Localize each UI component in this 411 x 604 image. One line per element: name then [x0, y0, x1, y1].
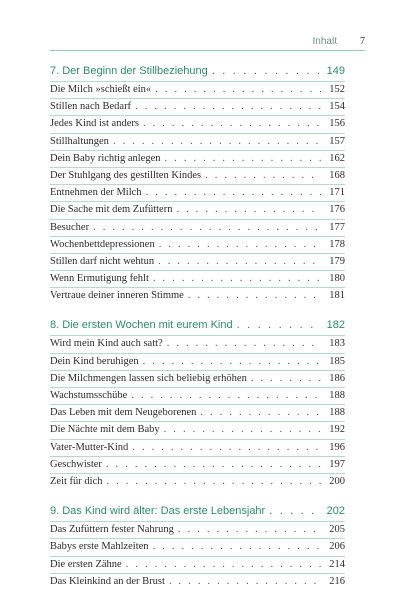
entry-title: Die ersten Zähne [50, 558, 122, 570]
entry-page-number: 177 [329, 221, 345, 233]
toc-entry[interactable] [50, 573, 345, 590]
toc-entry[interactable] [50, 150, 345, 167]
entry-page-number: 200 [329, 475, 345, 487]
entry-title: Besucher [50, 221, 90, 233]
chapter-page-number: 182 [326, 319, 345, 332]
entry-page-number: 185 [329, 355, 345, 367]
entry-page-number: 171 [329, 187, 345, 199]
entry-page-number: 205 [329, 524, 345, 536]
dot-leader [153, 271, 321, 286]
entry-title: Entnehmen der Milch [50, 187, 142, 199]
dot-leader [146, 185, 321, 200]
dot-leader [143, 354, 321, 369]
toc-entry[interactable] [50, 538, 345, 555]
toc-entry[interactable] [50, 98, 345, 115]
entry-page-number: 152 [329, 84, 345, 95]
toc-entry[interactable] [50, 439, 345, 456]
toc-entry[interactable] [50, 353, 345, 370]
dot-leader [106, 457, 321, 472]
toc-entry[interactable] [50, 521, 345, 538]
toc-entry[interactable] [50, 473, 345, 490]
entry-page-number: 188 [329, 407, 345, 419]
toc-entry[interactable] [50, 456, 345, 473]
header-title: Inhalt [312, 36, 337, 47]
toc-entry[interactable] [50, 167, 345, 184]
dot-leader [155, 82, 321, 97]
entry-title: Stillen darf nicht wehtun [50, 255, 155, 267]
toc-section [50, 318, 345, 490]
entry-page-number: 176 [329, 204, 345, 216]
dot-leader [205, 168, 321, 183]
toc-entry[interactable] [50, 421, 345, 438]
dot-leader [93, 220, 321, 235]
chapter-page-number: 149 [326, 65, 345, 77]
chapter-page-number: 202 [326, 505, 345, 518]
dot-leader [113, 134, 321, 149]
chapter-title: 9. Das Kind wird älter: Das erste Lebensjahr [50, 505, 266, 518]
dot-leader [159, 237, 321, 252]
entry-title: Dein Kind beruhigen [50, 355, 139, 367]
entry-title: Die Sache mit dem Zufüttern [50, 204, 173, 216]
entry-page-number: 181 [329, 290, 345, 302]
entry-title: Die Milch »schießt ein« [50, 84, 152, 95]
dot-leader [164, 422, 321, 437]
toc-entry[interactable] [50, 370, 345, 387]
entry-title: Vater-Mutter-Kind [50, 441, 129, 453]
dot-leader [169, 574, 321, 589]
dot-leader [251, 371, 321, 386]
entry-title: Die Milchmengen lassen sich beliebig erhöhen [50, 372, 247, 384]
entry-title: Zeit für dich [50, 475, 103, 487]
dot-leader [143, 116, 321, 131]
dot-leader [131, 388, 321, 403]
entry-title: Stillhaltungen [50, 135, 109, 147]
entry-title: Jedes Kind ist anders [50, 118, 139, 130]
dot-leader [153, 539, 321, 554]
dot-leader [178, 522, 321, 537]
dot-leader [176, 202, 321, 217]
toc-chapter-heading[interactable] [50, 504, 345, 521]
toc-entry[interactable] [50, 270, 345, 287]
entry-title: Das Zufüttern fester Nahrung [50, 524, 174, 536]
entry-page-number: 197 [329, 458, 345, 470]
entry-title: Stillen nach Bedarf [50, 101, 132, 113]
dot-leader [126, 557, 321, 572]
entry-title: Babys erste Mahlzeiten [50, 541, 149, 553]
toc-section [50, 64, 345, 304]
toc-entry[interactable] [50, 115, 345, 132]
toc-section [50, 504, 345, 590]
entry-title: Die Nächte mit dem Baby [50, 424, 160, 436]
toc-entry[interactable] [50, 387, 345, 404]
dot-leader [165, 151, 321, 166]
dot-leader [167, 336, 321, 351]
entry-page-number: 216 [329, 575, 345, 587]
entry-page-number: 192 [329, 424, 345, 436]
entry-title: Wird mein Kind auch satt? [50, 338, 163, 350]
dot-leader [269, 504, 321, 519]
dot-leader [188, 288, 321, 303]
entry-page-number: 178 [329, 238, 345, 250]
toc-entry[interactable] [50, 404, 345, 421]
entry-title: Wochenbettdepressionen [50, 238, 155, 250]
dot-leader [212, 64, 321, 79]
table-of-contents [50, 64, 345, 604]
toc-entry[interactable] [50, 556, 345, 573]
dot-leader [200, 405, 321, 420]
entry-page-number: 180 [329, 273, 345, 285]
toc-entry[interactable] [50, 236, 345, 253]
entry-page-number: 162 [329, 152, 345, 164]
entry-page-number: 179 [329, 255, 345, 267]
toc-entry[interactable] [50, 81, 345, 98]
toc-chapter-heading[interactable] [50, 318, 345, 335]
entry-title: Dein Baby richtig anlegen [50, 152, 161, 164]
chapter-title: 8. Die ersten Wochen mit eurem Kind [50, 319, 233, 332]
dot-leader [106, 474, 321, 489]
toc-chapter-heading[interactable] [50, 64, 345, 81]
dot-leader [158, 254, 321, 269]
entry-title: Das Kleinkind an der Brust [50, 575, 165, 587]
chapter-title: 7. Der Beginn der Stillbeziehung [50, 65, 208, 77]
entry-title: Vertraue deiner inneren Stimme [50, 290, 184, 302]
entry-page-number: 206 [329, 541, 345, 553]
toc-entry[interactable] [50, 253, 345, 270]
toc-entry[interactable] [50, 133, 345, 150]
entry-title: Wachstumsschübe [50, 390, 128, 401]
entry-page-number: 188 [329, 390, 345, 401]
toc-entry[interactable] [50, 201, 345, 218]
toc-entry[interactable] [50, 287, 345, 304]
entry-page-number: 183 [329, 338, 345, 350]
entry-page-number: 157 [329, 135, 345, 147]
dot-leader [132, 440, 321, 455]
entry-page-number: 186 [329, 372, 345, 384]
header-page-number: 7 [360, 36, 365, 47]
entry-title: Geschwister [50, 458, 102, 470]
entry-title: Wenn Ermutigung fehlt [50, 273, 149, 285]
entry-title: Das Leben mit dem Neugeborenen [50, 407, 197, 419]
dot-leader [237, 318, 321, 333]
toc-entry[interactable] [50, 184, 345, 201]
entry-title: Der Stuhlgang des gestillten Kindes [50, 169, 202, 181]
entry-page-number: 196 [329, 441, 345, 453]
entry-page-number: 168 [329, 169, 345, 181]
entry-page-number: 214 [329, 558, 345, 570]
running-header [50, 36, 365, 51]
dot-leader [135, 99, 321, 114]
entry-page-number: 154 [329, 101, 345, 113]
entry-page-number: 156 [329, 118, 345, 130]
toc-entry[interactable] [50, 335, 345, 352]
toc-entry[interactable] [50, 219, 345, 236]
